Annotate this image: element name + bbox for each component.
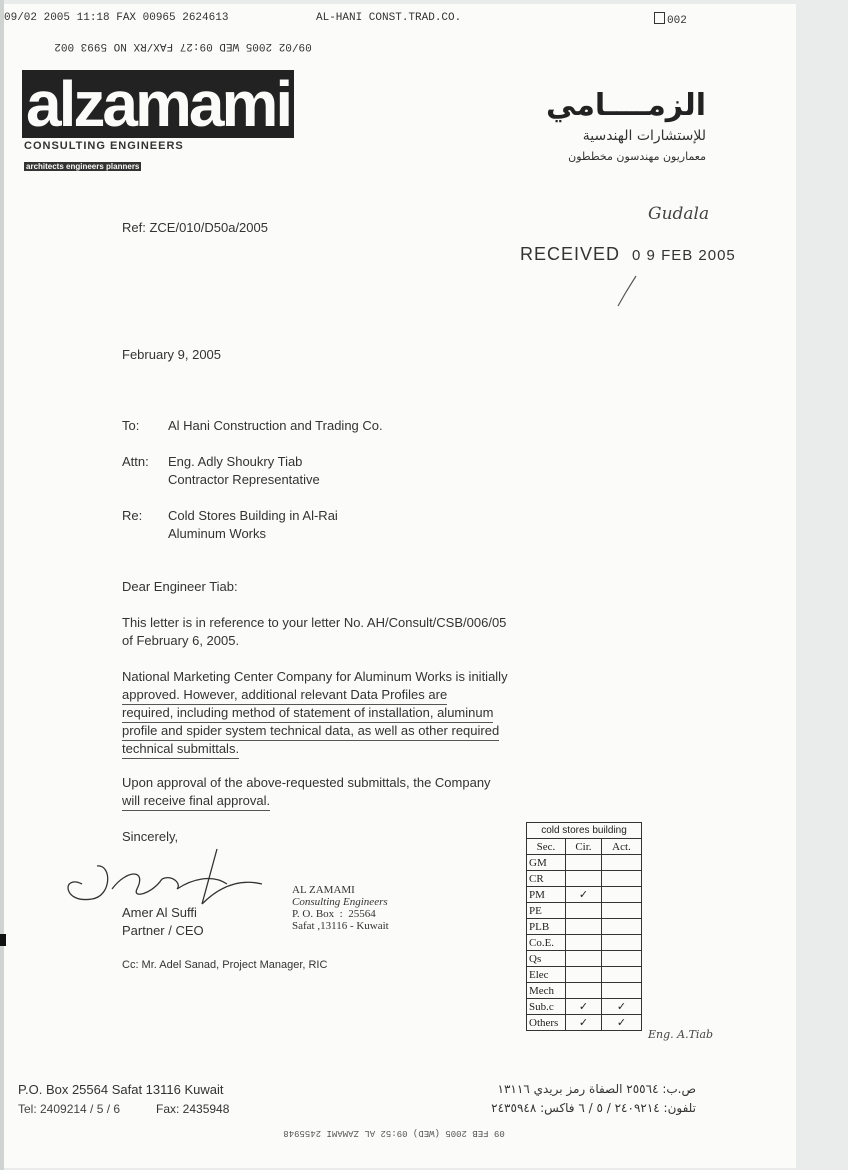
fax-footer-mirrored: 09 FEB 2005 (WED) 09:52 AL ZAMAMI 2455948 bbox=[283, 1128, 505, 1138]
paragraph-2-line-5: technical submittals. bbox=[122, 740, 239, 759]
signer-name: Amer Al Suffi bbox=[122, 905, 197, 920]
logo-arabic: الزمــــامي bbox=[546, 88, 706, 123]
routing-cell-cir bbox=[566, 935, 602, 951]
fax-page-icon bbox=[654, 12, 665, 24]
routing-cell-sec: GM bbox=[527, 855, 566, 871]
routing-row bbox=[527, 871, 642, 887]
logo-tagline: architects engineers planners bbox=[26, 162, 140, 171]
company-logo bbox=[22, 70, 294, 138]
routing-header-act: Act. bbox=[601, 839, 641, 855]
routing-slip bbox=[526, 822, 642, 1031]
received-stamp bbox=[520, 244, 736, 265]
routing-row bbox=[527, 951, 642, 967]
routing-row bbox=[527, 967, 642, 983]
routing-row bbox=[527, 887, 642, 903]
re-line2: Aluminum Works bbox=[168, 526, 267, 541]
binder-mark bbox=[0, 934, 6, 946]
routing-row bbox=[527, 1015, 642, 1031]
to-value: Al Hani Construction and Trading Co. bbox=[168, 418, 383, 433]
routing-handnote: Eng. A.Tiab bbox=[648, 1028, 714, 1041]
signer-title: Partner / CEO bbox=[122, 923, 204, 938]
received-stamp-label: RECEIVED bbox=[520, 244, 621, 264]
paragraph-2-line-1: National Marketing Center Company for Aluminum Works is initially bbox=[122, 669, 508, 684]
routing-header-row bbox=[527, 839, 642, 855]
attn-label: Attn: bbox=[122, 454, 149, 469]
fax-header-page bbox=[654, 12, 687, 27]
paragraph-2-line-3: required, including method of statement of installation, aluminum bbox=[122, 704, 493, 723]
routing-header-cir: Cir. bbox=[566, 839, 602, 855]
routing-cell-cir: ✓ bbox=[566, 999, 602, 1015]
routing-cell-act: ✓ bbox=[601, 999, 641, 1015]
routing-row bbox=[527, 935, 642, 951]
scan-left-edge bbox=[0, 0, 4, 1170]
letter-date: February 9, 2005 bbox=[122, 347, 222, 362]
paragraph-1-line-2: of February 6, 2005. bbox=[122, 633, 240, 648]
company-stamp-line3: P. O. Box : 25564 bbox=[292, 908, 376, 920]
routing-row bbox=[527, 903, 642, 919]
letterhead-arabic-line1: للإستشارات الهندسية bbox=[582, 128, 706, 144]
fax-page-number: 002 bbox=[667, 15, 687, 27]
company-stamp bbox=[292, 884, 389, 932]
routing-cell-act bbox=[601, 903, 641, 919]
fax-header-date: 09/02 2005 11:18 FAX 00965 2624613 bbox=[4, 12, 229, 24]
paragraph-3-line-2: will receive final approval. bbox=[122, 792, 270, 811]
footer-address: P.O. Box 25564 Safat 13116 Kuwait bbox=[18, 1082, 224, 1097]
routing-title: cold stores building bbox=[527, 823, 642, 839]
closing: Sincerely, bbox=[122, 829, 179, 844]
letter-reference: Ref: ZCE/010/D50a/2005 bbox=[122, 220, 268, 235]
routing-header-sec: Sec. bbox=[527, 839, 566, 855]
routing-cell-sec: PE bbox=[527, 903, 566, 919]
routing-cell-cir bbox=[566, 903, 602, 919]
routing-cell-sec: PLB bbox=[527, 919, 566, 935]
routing-cell-act bbox=[601, 951, 641, 967]
fax-header-mirrored: 09/02 2005 WED 09:27 FAX/RX NO 5993 002 bbox=[54, 40, 312, 52]
routing-cell-act bbox=[601, 919, 641, 935]
company-stamp-line4: Safat ,13116 - Kuwait bbox=[292, 920, 389, 932]
logo-subtitle: CONSULTING ENGINEERS bbox=[24, 140, 184, 152]
routing-table bbox=[526, 822, 642, 1031]
re-line1: Cold Stores Building in Al-Rai bbox=[168, 508, 338, 523]
company-stamp-line1: AL ZAMAMI bbox=[292, 884, 355, 896]
routing-row bbox=[527, 983, 642, 999]
paragraph-2-line-4: profile and spider system technical data, as well as other required bbox=[122, 722, 499, 741]
routing-cell-sec: Others bbox=[527, 1015, 566, 1031]
routing-cell-act bbox=[601, 983, 641, 999]
routing-cell-act bbox=[601, 871, 641, 887]
company-stamp-line2: Consulting Engineers bbox=[292, 896, 388, 908]
letterhead-arabic-line2: معماريون مهندسون مخططون bbox=[568, 150, 706, 163]
routing-cell-sec: CR bbox=[527, 871, 566, 887]
routing-cell-cir bbox=[566, 967, 602, 983]
routing-row bbox=[527, 999, 642, 1015]
received-initials: Gudala bbox=[648, 204, 710, 224]
routing-row bbox=[527, 855, 642, 871]
paragraph-1-line-1: This letter is in reference to your letter No. AH/Consult/CSB/006/05 bbox=[122, 615, 507, 630]
paragraph-2-line-2: approved. However, additional relevant Data Profiles are bbox=[122, 686, 447, 705]
routing-cell-act bbox=[601, 887, 641, 903]
routing-cell-cir bbox=[566, 919, 602, 935]
routing-title-row bbox=[527, 823, 642, 839]
routing-cell-act bbox=[601, 967, 641, 983]
fax-header-company: AL-HANI CONST.TRAD.CO. bbox=[316, 12, 462, 24]
routing-cell-cir: ✓ bbox=[566, 887, 602, 903]
received-stamp-date: 0 9 FEB 2005 bbox=[632, 247, 736, 264]
paragraph-3-line-1: Upon approval of the above-requested submittals, the Company bbox=[122, 775, 491, 790]
routing-cell-act: ✓ bbox=[601, 1015, 641, 1031]
re-label: Re: bbox=[122, 508, 143, 523]
routing-cell-sec: Qs bbox=[527, 951, 566, 967]
attn-name: Eng. Adly Shoukry Tiab bbox=[168, 454, 303, 469]
footer-fax: Fax: 2435948 bbox=[156, 1102, 230, 1116]
routing-cell-cir bbox=[566, 855, 602, 871]
footer-phone: Tel: 2409214 / 5 / 6 bbox=[18, 1102, 121, 1116]
routing-cell-act bbox=[601, 935, 641, 951]
logo-wordmark: alzamami bbox=[26, 68, 291, 140]
routing-cell-sec: PM bbox=[527, 887, 566, 903]
routing-cell-sec: Co.E. bbox=[527, 935, 566, 951]
salutation: Dear Engineer Tiab: bbox=[122, 579, 238, 594]
footer-arabic-address: ص.ب: ٢٥٥٦٤ الصفاة رمز بريدي ١٣١١٦ bbox=[497, 1082, 696, 1096]
routing-cell-cir: ✓ bbox=[566, 1015, 602, 1031]
fax-page bbox=[4, 4, 796, 1168]
routing-cell-act bbox=[601, 855, 641, 871]
routing-row bbox=[527, 919, 642, 935]
routing-cell-cir bbox=[566, 951, 602, 967]
footer-arabic-phone: تلفون: ٢٤٠٩٢١٤ / ٥ / ٦ فاكس: ٢٤٣٥٩٤٨ bbox=[491, 1101, 696, 1115]
routing-cell-cir bbox=[566, 983, 602, 999]
routing-cell-sec: Mech bbox=[527, 983, 566, 999]
cc-line: Cc: Mr. Adel Sanad, Project Manager, RIC bbox=[122, 959, 328, 971]
routing-cell-cir bbox=[566, 871, 602, 887]
attn-title: Contractor Representative bbox=[168, 472, 320, 487]
routing-cell-sec: Elec bbox=[527, 967, 566, 983]
to-label: To: bbox=[122, 418, 140, 433]
handwritten-stroke bbox=[614, 274, 644, 310]
routing-cell-sec: Sub.c bbox=[527, 999, 566, 1015]
